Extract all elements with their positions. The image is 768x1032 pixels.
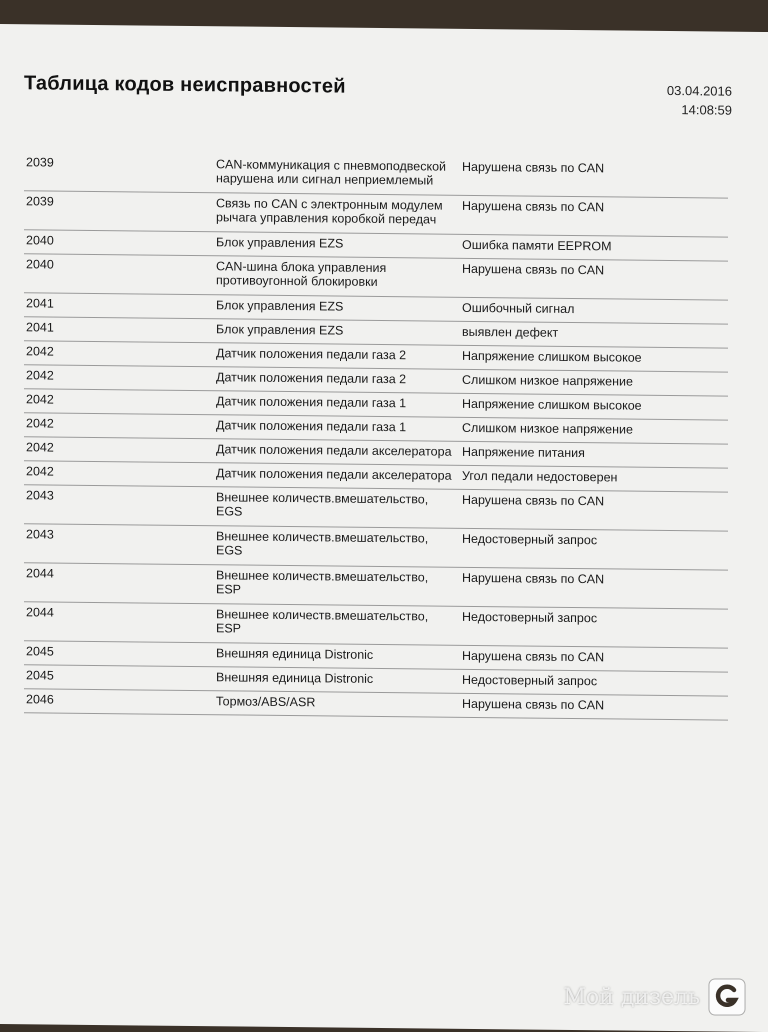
error-description: Напряжение питания: [462, 444, 585, 461]
component-line: Тормоз/ABS/ASR: [216, 694, 316, 710]
component-line: ESP: [216, 582, 242, 597]
component-line: EGS: [216, 543, 243, 558]
component-line: Датчик положения педали газа 1: [216, 418, 407, 435]
fault-code-table: [24, 152, 728, 720]
component-line: противоугонной блокировки: [216, 273, 378, 289]
error-description: Угол педали недостоверен: [462, 468, 618, 485]
component-cell: [216, 442, 462, 462]
watermark: [563, 976, 748, 1018]
component-line: Внешнее количеств.вмешательство,: [216, 568, 429, 585]
component-cell: [216, 346, 462, 366]
component-cell: [216, 235, 462, 255]
fault-code: 2039: [26, 155, 54, 170]
component-line: Внешнее количеств.вмешательство,: [216, 529, 429, 546]
component-line: Внешняя единица Distronic: [216, 670, 374, 686]
component-cell: [216, 322, 462, 342]
component-cell: [216, 646, 462, 666]
fault-code: 2042: [26, 392, 54, 407]
fault-code: 2043: [26, 488, 54, 503]
component-cell: [216, 490, 462, 525]
component-line: CAN-шина блока управления: [216, 259, 387, 276]
component-line: Датчик положения педали газа 2: [216, 370, 407, 387]
printed-page: [0, 24, 768, 1032]
component-line: Внешнее количеств.вмешательство,: [216, 607, 429, 624]
fault-code: 2040: [26, 257, 54, 272]
error-description: Нарушена связь по CAN: [462, 492, 605, 509]
component-cell: [216, 259, 462, 294]
page-title: Таблица кодов неисправностей: [24, 72, 346, 98]
component-cell: [216, 466, 462, 486]
print-timestamp: [667, 81, 732, 120]
component-line: Датчик положения педали акселератора: [216, 442, 452, 459]
error-description: выявлен дефект: [462, 324, 559, 340]
watermark-text: Мой дизель: [563, 984, 700, 1010]
component-cell: [216, 529, 462, 564]
component-line: Связь по CAN с электронным модулем: [216, 196, 443, 213]
error-description: Нарушена связь по CAN: [462, 648, 605, 665]
fault-code: 2039: [26, 194, 54, 209]
component-cell: [216, 418, 462, 438]
error-description: Недостоверный запрос: [462, 672, 598, 689]
fault-code: 2040: [26, 233, 54, 248]
fault-code: 2044: [26, 566, 54, 581]
component-line: ESP: [216, 621, 242, 636]
fault-code: 2042: [26, 464, 54, 479]
component-line: EGS: [216, 504, 243, 519]
error-description: Недостоверный запрос: [462, 609, 598, 626]
error-description: Ошибочный сигнал: [462, 300, 575, 317]
component-cell: [216, 568, 462, 603]
component-line: рычага управления коробкой передач: [216, 210, 437, 227]
fault-code: 2043: [26, 527, 54, 542]
component-cell: [216, 298, 462, 318]
fault-code: 2042: [26, 416, 54, 431]
component-line: Блок управления EZS: [216, 322, 344, 338]
error-description: Ошибка памяти EEPROM: [462, 237, 612, 254]
error-description: Слишком низкое напряжение: [462, 420, 633, 437]
fault-code: 2041: [26, 320, 54, 335]
component-line: Внешняя единица Distronic: [216, 646, 374, 662]
fault-code: 2042: [26, 344, 54, 359]
error-description: Нарушена связь по CAN: [462, 198, 605, 215]
print-date: 03.04.2016: [666, 82, 732, 99]
error-description: Нарушена связь по CAN: [462, 159, 605, 176]
fault-code: 2045: [26, 668, 54, 683]
component-cell: [216, 607, 462, 642]
error-description: Слишком низкое напряжение: [462, 372, 633, 389]
fault-code: 2042: [26, 440, 54, 455]
component-line: Блок управления EZS: [216, 298, 344, 314]
component-line: нарушена или сигнал неприемлемый: [216, 171, 434, 188]
error-description: Нарушена связь по CAN: [462, 696, 605, 713]
fault-code: 2045: [26, 644, 54, 659]
component-cell: [216, 394, 462, 414]
component-line: Датчик положения педали газа 2: [216, 346, 407, 363]
error-description: Напряжение слишком высокое: [462, 348, 642, 365]
error-description: Нарушена связь по CAN: [462, 261, 605, 278]
error-description: Напряжение слишком высокое: [462, 396, 642, 413]
component-line: Блок управления EZS: [216, 235, 344, 251]
print-time: 14:08:59: [681, 102, 732, 118]
fault-code: 2041: [26, 296, 54, 311]
component-cell: [216, 670, 462, 690]
error-description: Недостоверный запрос: [462, 531, 598, 548]
component-cell: [216, 694, 462, 714]
component-cell: [216, 370, 462, 390]
component-cell: [216, 196, 462, 231]
fault-code: 2042: [26, 368, 54, 383]
component-line: Датчик положения педали газа 1: [216, 394, 407, 411]
fault-code: 2044: [26, 605, 54, 620]
fault-code: 2046: [26, 692, 54, 707]
component-line: CAN-коммуникация с пневмоподвеской: [216, 157, 447, 174]
component-line: Внешнее количеств.вмешательство,: [216, 490, 429, 507]
component-line: Датчик положения педали акселератора: [216, 466, 452, 483]
drive2-logo-icon: [706, 976, 748, 1018]
component-cell: [216, 157, 462, 192]
error-description: Нарушена связь по CAN: [462, 570, 605, 587]
